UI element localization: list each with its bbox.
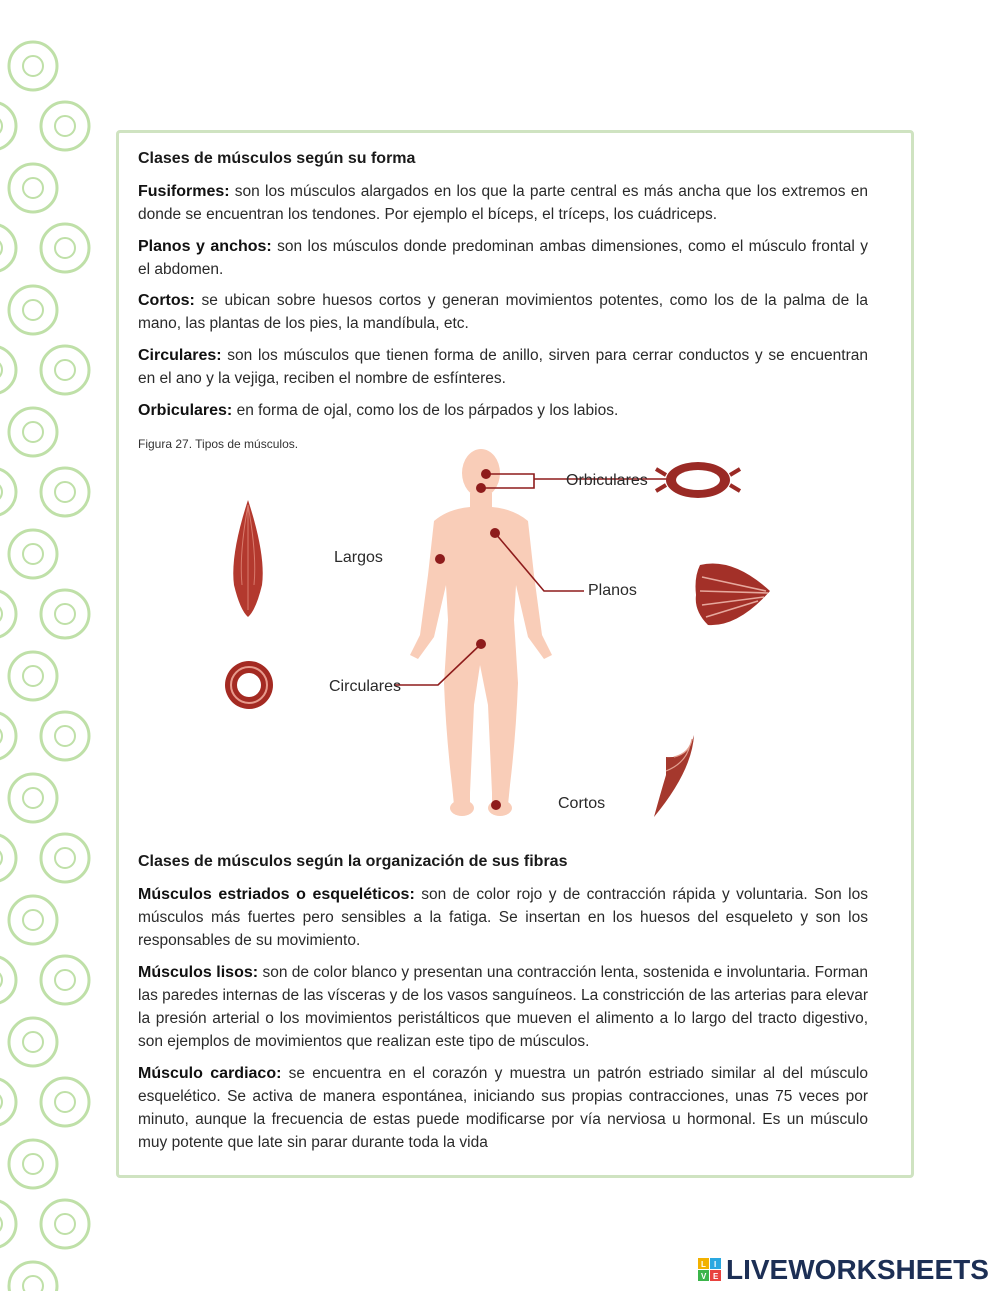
sidebar-science-icon-detail <box>23 56 43 76</box>
sidebar-science-icon <box>9 286 57 334</box>
definition-lisos <box>138 961 868 1053</box>
logo-letter: V <box>701 1272 707 1281</box>
human-body-silhouette <box>410 449 552 816</box>
circular-muscle-illustration <box>225 661 273 709</box>
sidebar-science-icon <box>9 1140 57 1188</box>
definition-term: Circulares: <box>138 347 222 364</box>
sidebar-science-icon-detail <box>23 544 43 564</box>
sidebar-science-icon-detail <box>23 666 43 686</box>
logo-letter: I <box>714 1260 717 1269</box>
sidebar-science-icon-detail <box>55 116 75 136</box>
section1-title: Clases de músculos según su forma <box>138 150 416 167</box>
sidebar-science-icon-detail <box>0 726 2 746</box>
sidebar-science-icon-detail <box>55 970 75 990</box>
sidebar-science-icon-detail <box>23 788 43 808</box>
sidebar-science-icon-detail <box>0 360 2 380</box>
sidebar-science-icon-detail <box>23 178 43 198</box>
definition-cortos <box>138 289 868 335</box>
sidebar-science-icon <box>9 896 57 944</box>
definition-term: Cortos: <box>138 292 195 309</box>
sidebar-science-icon-detail <box>55 604 75 624</box>
definition-text: se ubican sobre huesos cortos y generan movimientos potentes, como los de la palma de la mano, las plantas de los pies, la mandíbula, etc. <box>138 292 868 332</box>
definition-text: son los músculos que tienen forma de anillo, sirven para cerrar conductos y se encuentran en el ano y la vejiga, reciben el nombre de esfínteres. <box>138 347 868 387</box>
sidebar-science-icon-detail <box>0 970 2 990</box>
sidebar-science-icon-detail <box>0 848 2 868</box>
sidebar-science-icon-detail <box>0 1092 2 1112</box>
definition-text: son los músculos alargados en los que la parte central es más ancha que los extremos en donde se encuentran los tendones. Por ejemplo el bíceps, el tríceps, los cuádriceps. <box>138 183 868 223</box>
definition-term: Músculo cardiaco: <box>138 1065 282 1082</box>
definition-orbiculares <box>138 399 868 422</box>
sidebar-science-icon-detail <box>0 116 2 136</box>
sidebar-science-icon <box>41 468 89 516</box>
logo-blocks-icon <box>698 1258 722 1282</box>
sidebar-science-icon <box>41 590 89 638</box>
sidebar-science-icon-detail <box>23 300 43 320</box>
sidebar-science-icon-detail <box>55 360 75 380</box>
label-circulares: Circulares <box>329 678 402 695</box>
figure-caption: Figura 27. Tipos de músculos. <box>138 437 299 451</box>
sidebar-science-icon <box>9 408 57 456</box>
logo-letter: L <box>701 1260 706 1269</box>
sidebar-science-icon <box>9 164 57 212</box>
short-muscle-illustration <box>654 735 694 817</box>
definition-term: Músculos estriados o esqueléticos: <box>138 886 415 903</box>
section2-title: Clases de músculos según la organización de sus fibras <box>138 853 568 870</box>
label-largos: Largos <box>334 549 383 566</box>
definition-text: se encuentra en el corazón y muestra un patrón estriado similar al del músculo esquelético. Se activa de manera espontánea, iniciando sus propias contracciones, unas 75 veces por minuto, aunque la frecuencia de estas puede modificarse por vía nerviosa u hormonal. Es un músculo muy potente que late sin parar durante toda la vida <box>138 1065 868 1151</box>
definition-cardiaco <box>138 1062 868 1154</box>
sidebar-science-icon-detail <box>55 238 75 258</box>
sidebar-science-icon <box>9 774 57 822</box>
sidebar-science-icon-detail <box>55 726 75 746</box>
definition-planos <box>138 235 868 281</box>
sidebar-science-icon-detail <box>55 482 75 502</box>
sidebar-science-icon <box>41 956 89 1004</box>
sidebar-science-icon <box>41 346 89 394</box>
definition-term: Planos y anchos: <box>138 238 272 255</box>
muscle-types-figure <box>118 445 908 830</box>
sidebar-science-icon-detail <box>23 422 43 442</box>
sidebar-science-icon <box>41 834 89 882</box>
sidebar-science-icon-detail <box>23 1276 43 1291</box>
sidebar-icon-pattern <box>0 42 89 1291</box>
sidebar-science-icon-detail <box>0 482 2 502</box>
brand-name: LIVEWORKSHEETS <box>726 1254 989 1285</box>
definition-fusiformes <box>138 180 868 226</box>
sidebar-science-icon-detail <box>23 1154 43 1174</box>
sidebar-science-icon-detail <box>0 238 2 258</box>
sidebar-science-icon-detail <box>55 848 75 868</box>
sidebar-science-icon <box>9 1018 57 1066</box>
definition-circulares <box>138 344 868 390</box>
sidebar-science-icon <box>41 102 89 150</box>
sidebar-science-icon <box>9 42 57 90</box>
definition-term: Fusiformes: <box>138 183 230 200</box>
definition-term: Orbiculares: <box>138 402 233 419</box>
definition-text: son de color rojo y de contracción rápida y voluntaria. Son los músculos más fuertes pero sensibles a la fatiga. Se insertan en los huesos del esqueleto y son los responsables de su movimiento. <box>138 886 868 949</box>
logo-letter: E <box>713 1272 719 1281</box>
sidebar-science-icon <box>9 530 57 578</box>
sidebar-science-icon-detail <box>23 910 43 930</box>
label-planos: Planos <box>588 582 637 599</box>
sidebar-science-icon <box>9 652 57 700</box>
sidebar-science-icon <box>41 1078 89 1126</box>
fusiform-muscle-illustration <box>233 500 262 617</box>
definition-text: son los músculos donde predominan ambas dimensiones, como el músculo frontal y el abdomen. <box>138 238 869 278</box>
label-orbiculares: Orbiculares <box>566 472 648 489</box>
sidebar-science-icon-detail <box>55 1092 75 1112</box>
sidebar-science-icon-detail <box>55 1214 75 1234</box>
sidebar-science-icon-detail <box>23 1032 43 1052</box>
liveworksheets-logo <box>698 1254 989 1286</box>
sidebar-science-icon <box>41 224 89 272</box>
sidebar-science-icon <box>41 712 89 760</box>
definition-estriados <box>138 883 868 952</box>
decorative-sidebar <box>0 0 110 1291</box>
orbicular-muscle-illustration <box>656 462 740 498</box>
sidebar-science-icon <box>41 1200 89 1248</box>
sidebar-science-icon-detail <box>0 604 2 624</box>
label-cortos: Cortos <box>558 795 606 812</box>
flat-muscle-illustration <box>696 563 771 625</box>
definition-text: en forma de ojal, como los de los párpados y los labios. <box>232 402 619 419</box>
definition-term: Músculos lisos: <box>138 964 259 981</box>
sidebar-science-icon-detail <box>0 1214 2 1234</box>
definition-text: son de color blanco y presentan una contracción lenta, sostenida e involuntaria. Forman las paredes internas de las vísceras y de los vasos sanguíneos. La constricción de las arterias para elevar la presión arterial o los movimientos peristálticos que mueven el alimento a lo largo del tracto digestivo, son ejemplos de movimientos que realizan este tipo de músculos. <box>138 964 869 1050</box>
